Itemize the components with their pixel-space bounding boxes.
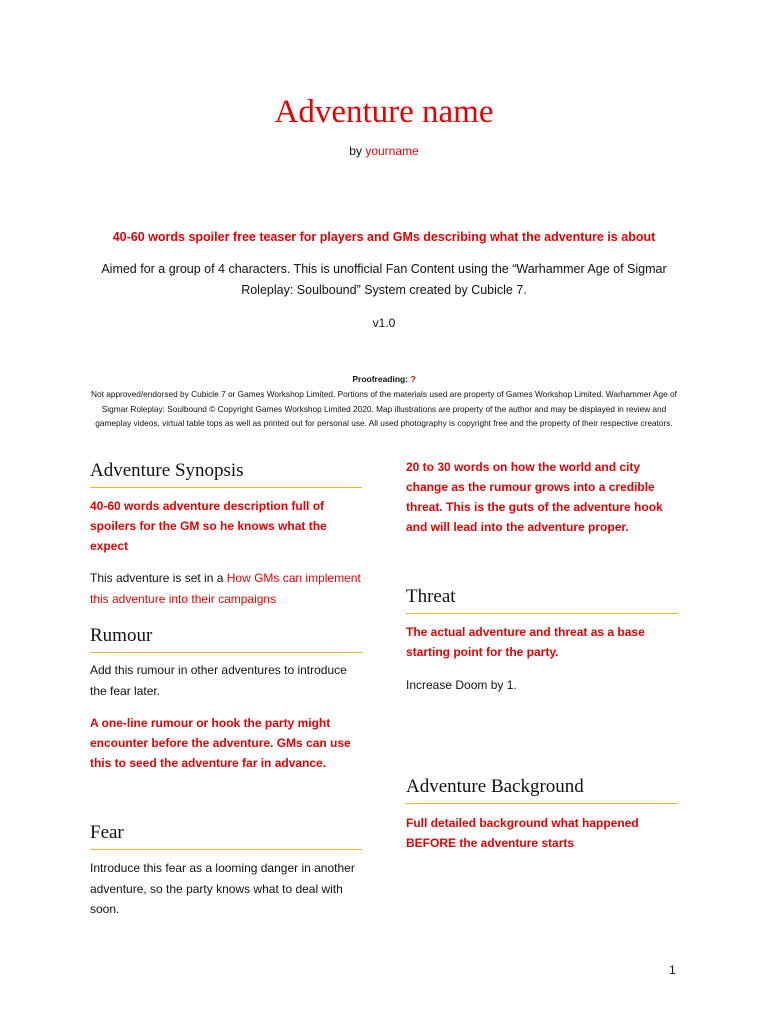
rumour-body: Add this rumour in other adventures to introduce the fear later. [90, 663, 347, 698]
background-body: Full detailed background what happened BEFORE the adventure starts [406, 816, 639, 850]
setting-highlight: How GMs can implement this adventure into their campaigns [90, 571, 361, 606]
threat-body: The actual adventure and threat as a base starting point for the party. [406, 625, 645, 659]
adventure-title: Adventure name [274, 94, 494, 130]
byline-prefix: by [349, 144, 362, 158]
byline [0, 143, 768, 159]
heading-rumour: Rumour [90, 624, 362, 653]
heading-adventure-background: Adventure Background [406, 775, 678, 804]
heading-threat: Threat [406, 585, 678, 614]
author-name: yourname [365, 144, 419, 158]
heading-fear: Fear [90, 821, 362, 850]
synopsis-body: 40-60 words adventure description full of spoilers for the GM so he knows what the expect [90, 499, 327, 553]
escalation-text: 20 to 30 words on how the world and city change as the rumour grows into a credible threat. This is the guts of the adventure hook and will lead into the adventure proper. [406, 460, 663, 534]
rumour-hook: A one-line rumour or hook the party might encounter before the adventure. GMs can use this to seed the adventure far in advance. [90, 716, 351, 770]
proofreading-label: Proofreading: [352, 374, 411, 384]
legal-disclaimer: Not approved/endorsed by Cubicle 7 or Games Workshop Limited. Portions of the materials used are property of Games Workshop Limited. Warhammer Age of Sigmar Roleplay: Soulbound © Copyright Games Workshop Limited 2020. Map illustrations are property of the author and may be displayed in review and gameplay videos, virtual table tops as well as printed out for personal use. All used photography is copyright free and the property of their respective creators. [91, 389, 677, 428]
doom-increase: Increase Doom by 1. [406, 678, 517, 692]
proofreading-line [0, 373, 768, 385]
fear-body: Introduce this fear as a looming danger in another adventure, so the party knows what to deal with soon. [90, 861, 355, 916]
page-number: 1 [669, 963, 676, 977]
setting-prefix: This adventure is set in a [90, 571, 227, 585]
aimed-description: Aimed for a group of 4 characters. This is unofficial Fan Content using the “Warhammer Age of Sigmar Roleplay: Soulbound” System created by Cubicle 7. [101, 262, 667, 297]
synopsis-setting [90, 568, 362, 609]
heading-adventure-synopsis: Adventure Synopsis [90, 459, 362, 488]
spoiler-free-teaser: 40-60 words spoiler free teaser for players and GMs describing what the adventure is about [112, 230, 656, 244]
version-label: v1.0 [372, 316, 396, 330]
proofreading-value: ? [410, 374, 416, 384]
